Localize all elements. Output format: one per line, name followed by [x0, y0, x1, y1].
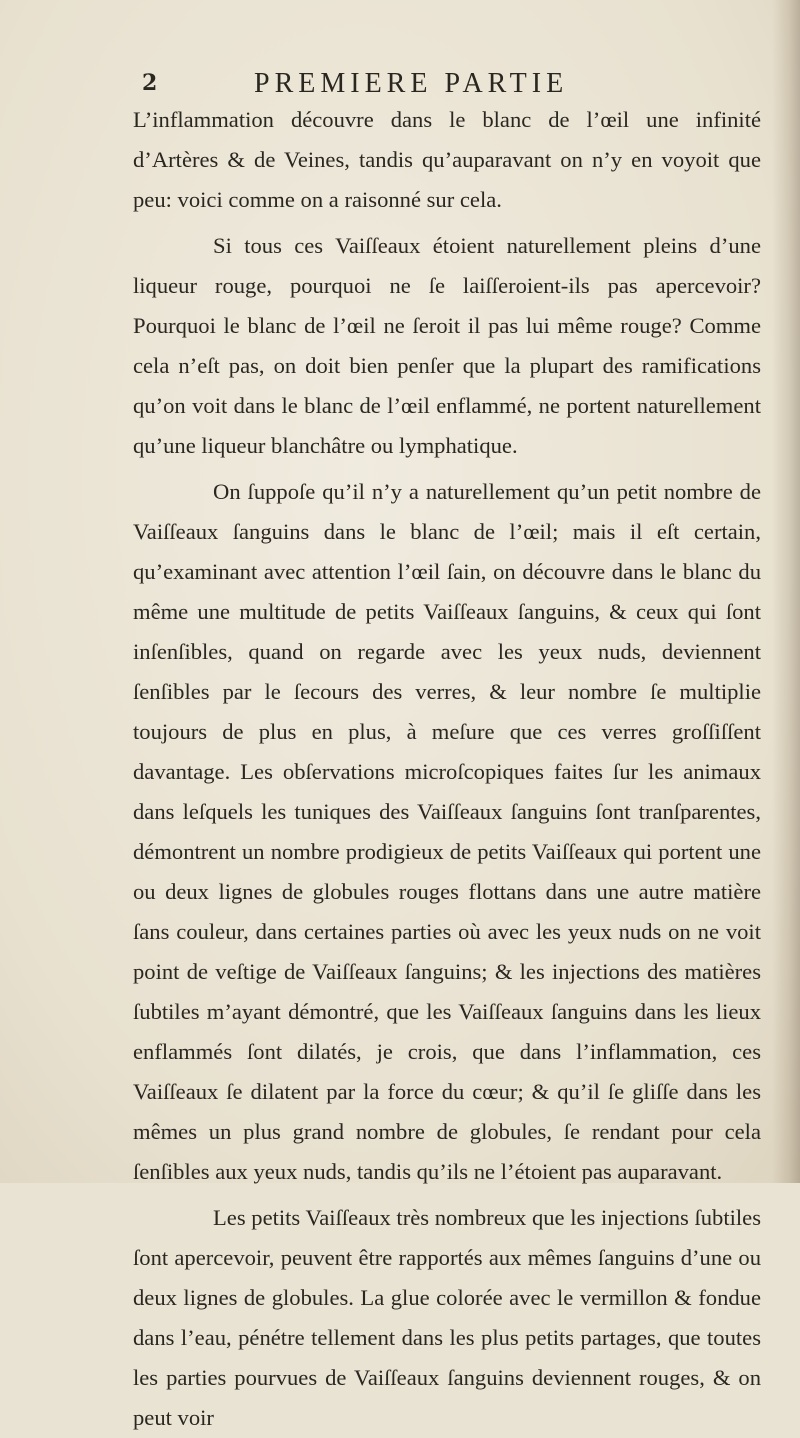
paragraph: Si tous ces Vaiſſeaux étoient naturellement pleins d’une liqueur rouge, pourquoi ne ſe laiſſeroient-ils pas apercevoir? Pourquoi le blanc de l’œil ne ſeroit il pas lui même rouge? Comme cela n’eſt pas, on doit bien penſer que la plupart des ramifications qu’on voit dans le blanc de l’œil enflammé, ne portent naturellement qu’une liqueur blanchâtre ou lymphatique. [133, 233, 761, 458]
page-header [142, 70, 702, 102]
page-edge-shadow [772, 0, 800, 1183]
paragraph: L’inflammation découvre dans le blanc de l’œil une infinité d’Artères & de Veines, tandis qu’auparavant on n’y en voyoit que peu: voici comme on a raisonné sur cela. [133, 107, 761, 212]
body-text [133, 100, 761, 1438]
paragraph: Les petits Vaiſſeaux très nombreux que les injections ſubtiles ſont apercevoir, peuvent être rapportés aux mêmes ſanguins d’une ou deux lignes de globules. La glue colorée avec le vermillon & fondue dans l’eau, pénétre tellement dans les plus petits partages, que toutes les parties pourvues de Vaiſſeaux ſanguins deviennent rouges, & on peut voir [133, 1205, 761, 1430]
paragraph: On ſuppoſe qu’il n’y a naturellement qu’un petit nombre de Vaiſſeaux ſanguins dans le blanc de l’œil; mais il eſt certain, qu’examinant avec attention l’œil ſain, on découvre dans le blanc du même une multitude de petits Vaiſſeaux ſanguins, & ceux qui ſont inſenſibles, quand on regarde avec les yeux nuds, deviennent ſenſibles par le ſecours des verres, & leur nombre ſe multiplie toujours de plus en plus, à meſure que ces verres groſſiſſent davantage. Les obſervations microſcopiques faites ſur les animaux dans leſquels les tuniques des Vaiſſeaux ſanguins ſont tranſparentes, démontrent un nombre prodigieux de petits Vaiſſeaux qui portent une ou deux lignes de globules rouges flottans dans une autre matière ſans couleur, dans certaines parties où avec les yeux nuds on ne voit point de veſtige de Vaiſſeaux ſanguins; & les injections des matières ſubtiles m’ayant démontré, que les Vaiſſeaux ſanguins dans les lieux enflammés ſont dilatés, je crois, que dans l’inflammation, ces Vaiſſeaux ſe dilatent par la force du cœur; & qu’il ſe gliſſe dans les mêmes un plus grand nombre de globules, ſe rendant pour cela ſenſibles aux yeux nuds, tandis qu’ils ne l’étoient pas auparavant. [133, 479, 761, 1184]
page-number: 2 [142, 70, 158, 96]
running-title: PREMIERE PARTIE [254, 68, 569, 99]
